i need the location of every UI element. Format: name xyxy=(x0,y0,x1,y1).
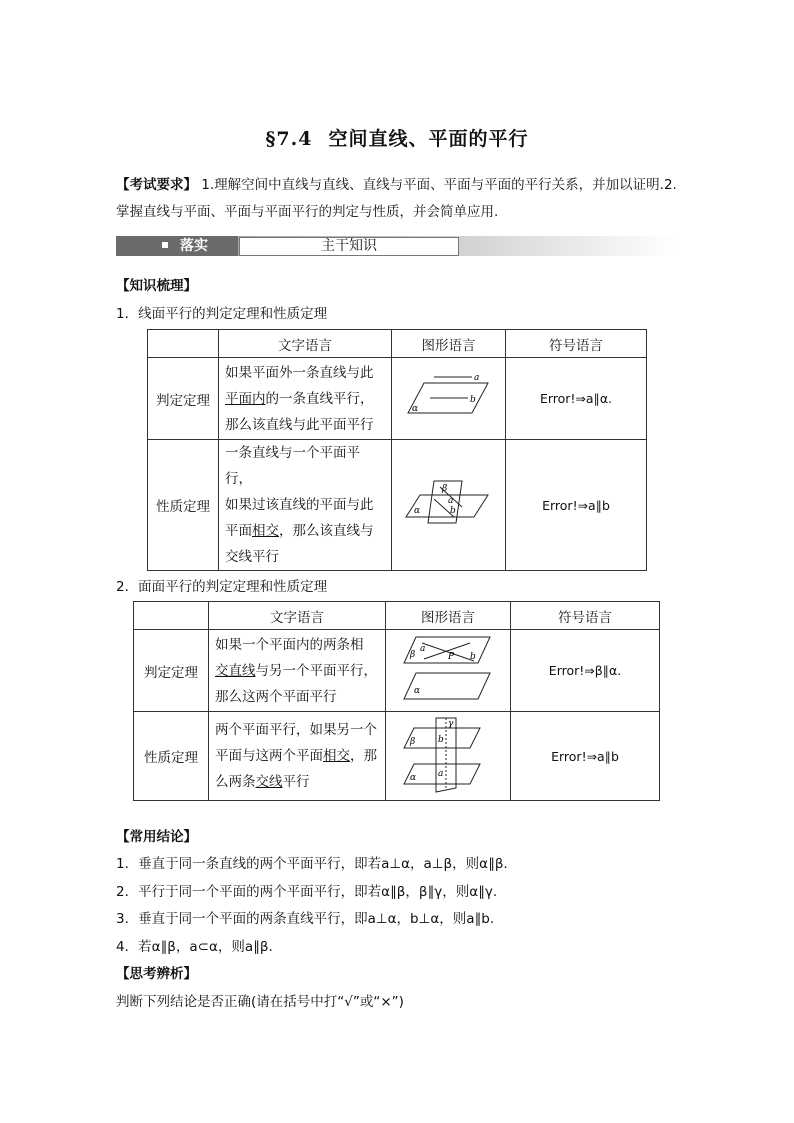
svg-text:a: a xyxy=(447,496,453,506)
row-text: 两个平面平行，如果另一个 平面与这两个平面相交，那 么两条交线平行 xyxy=(209,712,386,801)
requirement-label: 【考试要求】 xyxy=(116,177,197,193)
table-corner xyxy=(148,330,219,358)
square-bullet-icon xyxy=(162,242,168,248)
header-figure-lang: 图形语言 xyxy=(392,330,506,358)
header-figure-lang: 图形语言 xyxy=(386,602,511,630)
svg-text:b: b xyxy=(449,506,456,516)
banner-right: 主干知识 xyxy=(239,237,459,256)
conclusion-item: 3．垂直于同一个平面的两条直线平行，即a⊥α，b⊥α，则a∥b. xyxy=(116,911,495,927)
row-symbol: Error!⇒β∥α. xyxy=(511,630,660,712)
row-name: 判定定理 xyxy=(134,630,209,712)
exam-requirement xyxy=(116,172,686,226)
row-symbol: Error!⇒a∥b xyxy=(506,440,647,571)
plane-plane-property-diagram xyxy=(400,714,496,794)
banner-left: 落实 xyxy=(116,236,238,256)
table-line-plane xyxy=(147,329,647,571)
svg-text:α: α xyxy=(414,685,421,696)
svg-text:β: β xyxy=(410,737,416,747)
thinking-heading: 【思考辨析】 xyxy=(116,966,197,982)
table-row xyxy=(148,440,647,571)
row-figure xyxy=(386,630,511,712)
svg-text:α: α xyxy=(411,403,418,414)
line-plane-judge-diagram xyxy=(404,371,494,423)
row-symbol: Error!⇒a∥α. xyxy=(506,358,647,440)
line-plane-property-diagram xyxy=(404,477,494,529)
row-name: 性质定理 xyxy=(148,440,219,571)
knowledge-heading: 【知识梳理】 xyxy=(116,278,197,294)
thinking-text: 判断下列结论是否正确(请在括号中打“√”或“×”) xyxy=(116,994,404,1010)
row-figure xyxy=(392,358,506,440)
row-symbol: Error!⇒a∥b xyxy=(511,712,660,801)
table-row xyxy=(134,630,660,712)
conclusion-item: 2．平行于同一个平面的两个平面平行，即若α∥β，β∥γ，则α∥γ. xyxy=(116,884,498,900)
section-banner xyxy=(116,236,678,256)
row-figure xyxy=(386,712,511,801)
svg-text:a: a xyxy=(438,769,444,779)
conclusion-item: 4．若α∥β，a⊂α，则a∥β. xyxy=(116,939,273,955)
svg-text:b: b xyxy=(469,394,476,405)
page-title: §7.4 空间直线、平面的平行 xyxy=(265,128,529,150)
header-text-lang: 文字语言 xyxy=(219,330,392,358)
svg-text:β: β xyxy=(441,484,447,494)
requirement-text: 1.理解空间中直线与直线、直线与平面、平面与平面的平行关系，并加以证明.2.掌握直线与平面、平面与平面平行的判定与性质，并会简单应用. xyxy=(116,177,677,220)
section2-title: 2．面面平行的判定定理和性质定理 xyxy=(116,579,328,595)
plane-plane-judge-diagram xyxy=(400,633,496,705)
svg-text:b: b xyxy=(470,651,476,662)
svg-text:β: β xyxy=(410,649,416,660)
svg-text:P: P xyxy=(448,651,455,662)
row-figure xyxy=(392,440,506,571)
svg-text:γ: γ xyxy=(448,719,454,729)
section1-title: 1．线面平行的判定定理和性质定理 xyxy=(116,306,328,322)
header-text-lang: 文字语言 xyxy=(209,602,386,630)
conclusion-item: 1．垂直于同一条直线的两个平面平行，即若a⊥α，a⊥β，则α∥β. xyxy=(116,856,508,872)
table-corner xyxy=(134,602,209,630)
conclusions-heading: 【常用结论】 xyxy=(116,829,197,845)
row-text: 如果平面外一条直线与此 平面内的一条直线平行， 那么该直线与此平面平行 xyxy=(219,358,392,440)
table-row xyxy=(148,358,647,440)
row-name: 性质定理 xyxy=(134,712,209,801)
svg-text:b: b xyxy=(438,735,444,745)
table-plane-plane xyxy=(133,601,660,801)
table-row xyxy=(134,712,660,801)
row-name: 判定定理 xyxy=(148,358,219,440)
svg-text:α: α xyxy=(413,506,420,516)
svg-text:a: a xyxy=(473,372,479,383)
header-symbol-lang: 符号语言 xyxy=(506,330,647,358)
row-text: 如果一个平面内的两条相 交直线与另一个平面平行， 那么这两个平面平行 xyxy=(209,630,386,712)
row-text: 一条直线与一个平面平行， 如果过该直线的平面与此 平面相交，那么该直线与 交线平行 xyxy=(219,440,392,571)
header-symbol-lang: 符号语言 xyxy=(511,602,660,630)
svg-text:α: α xyxy=(410,773,417,783)
svg-text:a: a xyxy=(420,643,426,654)
